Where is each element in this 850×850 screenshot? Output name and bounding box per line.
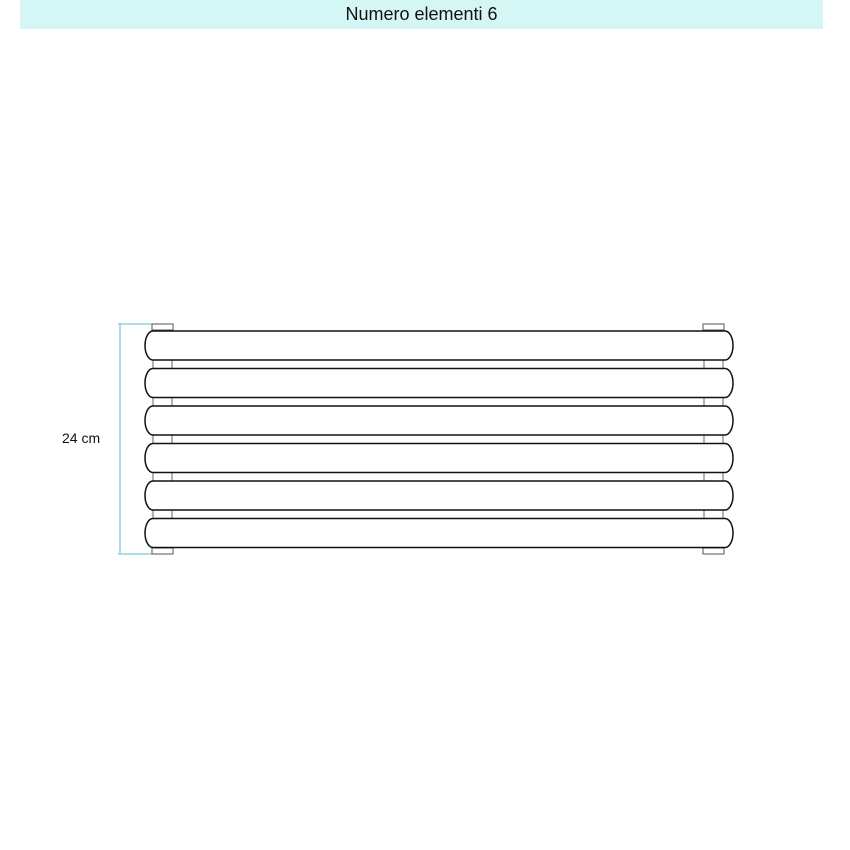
radiator-element bbox=[145, 519, 733, 548]
right-bottom-cap bbox=[703, 548, 724, 554]
page-title: Numero elementi 6 bbox=[345, 4, 498, 24]
right-collector bbox=[704, 330, 723, 548]
left-top-cap bbox=[152, 324, 173, 330]
radiator-elements bbox=[145, 331, 733, 548]
height-dimension-label: 24 cm bbox=[62, 430, 101, 446]
radiator-element bbox=[145, 331, 733, 360]
left-collector bbox=[153, 330, 172, 548]
left-bottom-cap bbox=[152, 548, 173, 554]
radiator-element bbox=[145, 369, 733, 398]
radiator-element bbox=[145, 481, 733, 510]
right-top-cap bbox=[703, 324, 724, 330]
radiator-element bbox=[145, 406, 733, 435]
height-dimension bbox=[118, 324, 152, 554]
radiator-element bbox=[145, 444, 733, 473]
